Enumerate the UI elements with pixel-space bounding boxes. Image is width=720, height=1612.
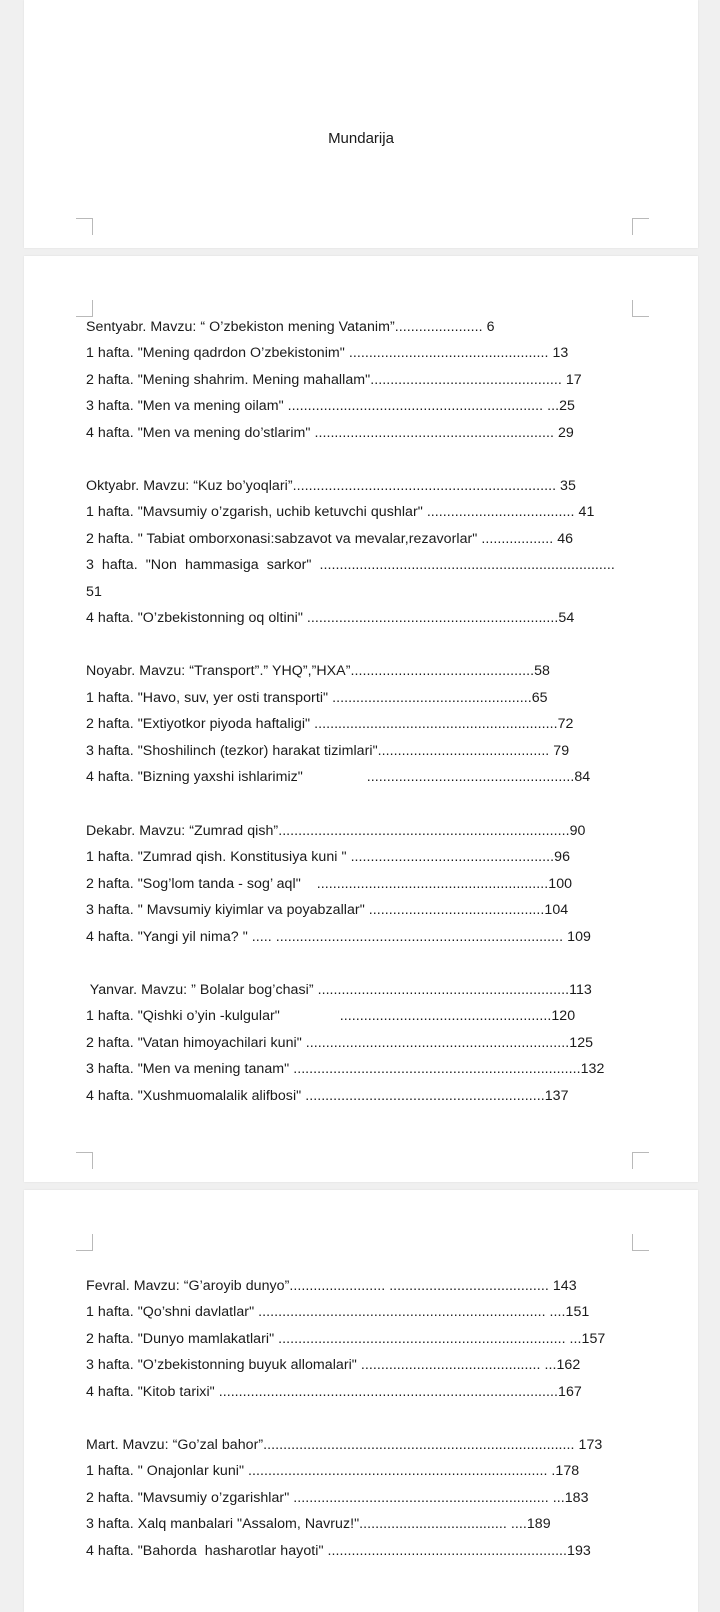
toc-week-entry: 3 hafta. "Men va mening tanam" ........................................................................132 (86, 1061, 605, 1077)
toc-week-entry: 2 hafta. "Mavsumiy o’zgarishlar" ................................................................ ...183 (86, 1490, 589, 1506)
toc-month-entry: Oktyabr. Mavzu: “Kuz bo’yoqlari”.................................................................. 35 (86, 478, 576, 494)
toc-week-entry: 4 hafta. "O’zbekistonning oq oltini" ...............................................................54 (86, 610, 575, 626)
toc-week-entry: 4 hafta. "Yangi yil nima? " ..... ........................................................................ 109 (86, 929, 591, 945)
toc-month-entry: Sentyabr. Mavzu: “ O’zbekiston mening Vatanim”...................... 6 (86, 319, 495, 335)
toc-week-entry: 1 hafta. "Qishki o’yin -kulgular" .....................................................120 (86, 1008, 576, 1024)
toc-week-entry: 3 hafta. " Mavsumiy kiyimlar va poyabzallar" ............................................104 (86, 902, 569, 918)
document-page-3 (24, 1190, 698, 1612)
document-page-1 (24, 0, 698, 248)
crop-mark-left (76, 300, 93, 317)
crop-mark-right (632, 1152, 649, 1169)
toc-week-entry: 1 hafta. "Qo’shni davlatlar" ........................................................................ ....151 (86, 1304, 590, 1320)
toc-week-entry: 2 hafta. "Dunyo mamlakatlari" ........................................................................ ...157 (86, 1331, 606, 1347)
toc-week-entry: 2 hafta. "Mening shahrim. Mening mahallam"................................................ 17 (86, 372, 582, 388)
toc-week-entry: 2 hafta. "Extiyotkor piyoda haftaligi" .............................................................72 (86, 716, 574, 732)
crop-mark-right (632, 300, 649, 317)
toc-week-entry: 2 hafta. "Vatan himoyachilari kuni" ..................................................................125 (86, 1035, 594, 1051)
crop-mark-left (76, 1152, 93, 1169)
toc-month-entry: Dekabr. Mavzu: “Zumrad qish”.........................................................................90 (86, 823, 586, 839)
crop-mark-right (632, 1234, 649, 1251)
toc-week-entry: 4 hafta. "Kitob tarixi" .....................................................................................167 (86, 1384, 582, 1400)
toc-week-entry: 4 hafta. "Bizning yaxshi ishlarimiz" ....................................................84 (86, 769, 591, 785)
toc-week-entry: 4 hafta. "Bahorda hasharotlar hayoti" ............................................................193 (86, 1543, 591, 1559)
toc-week-entry: 2 hafta. " Tabiat omborxonasi:sabzavot va mevalar,rezavorlar" .................. 46 (86, 531, 574, 547)
crop-mark-right (632, 218, 649, 235)
page-title: Mundarija (328, 130, 394, 147)
crop-mark-left (76, 218, 93, 235)
crop-mark-left (76, 1234, 93, 1251)
toc-month-entry: Mart. Mavzu: “Go’zal bahor”.............................................................................. 173 (86, 1437, 603, 1453)
toc-page-number: 51 (86, 584, 102, 600)
toc-week-entry: 1 hafta. "Mening qadrdon O’zbekistonim" .................................................. 13 (86, 345, 569, 361)
toc-week-entry: 1 hafta. "Havo, suv, yer osti transporti" ..................................................65 (86, 690, 548, 706)
toc-month-entry: Fevral. Mavzu: “G’aroyib dunyo”........................ ........................................ 143 (86, 1278, 577, 1294)
toc-week-entry: 1 hafta. " Onajonlar kuni" ........................................................................... .178 (86, 1463, 580, 1479)
toc-week-entry: 2 hafta. "Sog’lom tanda - sog’ aql" ..........................................................100 (86, 876, 573, 892)
document-page-2 (24, 256, 698, 1182)
toc-week-entry: 3 hafta. "Men va mening oilam" ................................................................ ...25 (86, 398, 575, 414)
toc-week-entry: 3 hafta. "Shoshilinch (tezkor) harakat tizimlari"........................................... 79 (86, 743, 570, 759)
toc-month-entry: Noyabr. Mavzu: “Transport”.” YHQ”,”HXA”..............................................58 (86, 663, 550, 679)
toc-week-entry: 1 hafta. "Zumrad qish. Konstitusiya kuni " ...................................................96 (86, 849, 571, 865)
toc-month-entry: Yanvar. Mavzu: ” Bolalar bog’chasi” ...............................................................113 (86, 982, 592, 998)
toc-week-entry: 3 hafta. "O’zbekistonning buyuk allomalari" ............................................. ...162 (86, 1357, 581, 1373)
toc-week-entry: 3 hafta. "Non hammasiga sarkor" .......................................................................... (86, 557, 615, 573)
toc-week-entry: 3 hafta. Xalq manbalari "Assalom, Navruz!"..................................... ....189 (86, 1516, 551, 1532)
toc-week-entry: 1 hafta. "Mavsumiy o’zgarish, uchib ketuvchi qushlar" ..................................... 41 (86, 504, 595, 520)
toc-week-entry: 4 hafta. "Xushmuomalalik alifbosi" ............................................................137 (86, 1088, 569, 1104)
toc-week-entry: 4 hafta. "Men va mening do’stlarim" ............................................................ 29 (86, 425, 574, 441)
